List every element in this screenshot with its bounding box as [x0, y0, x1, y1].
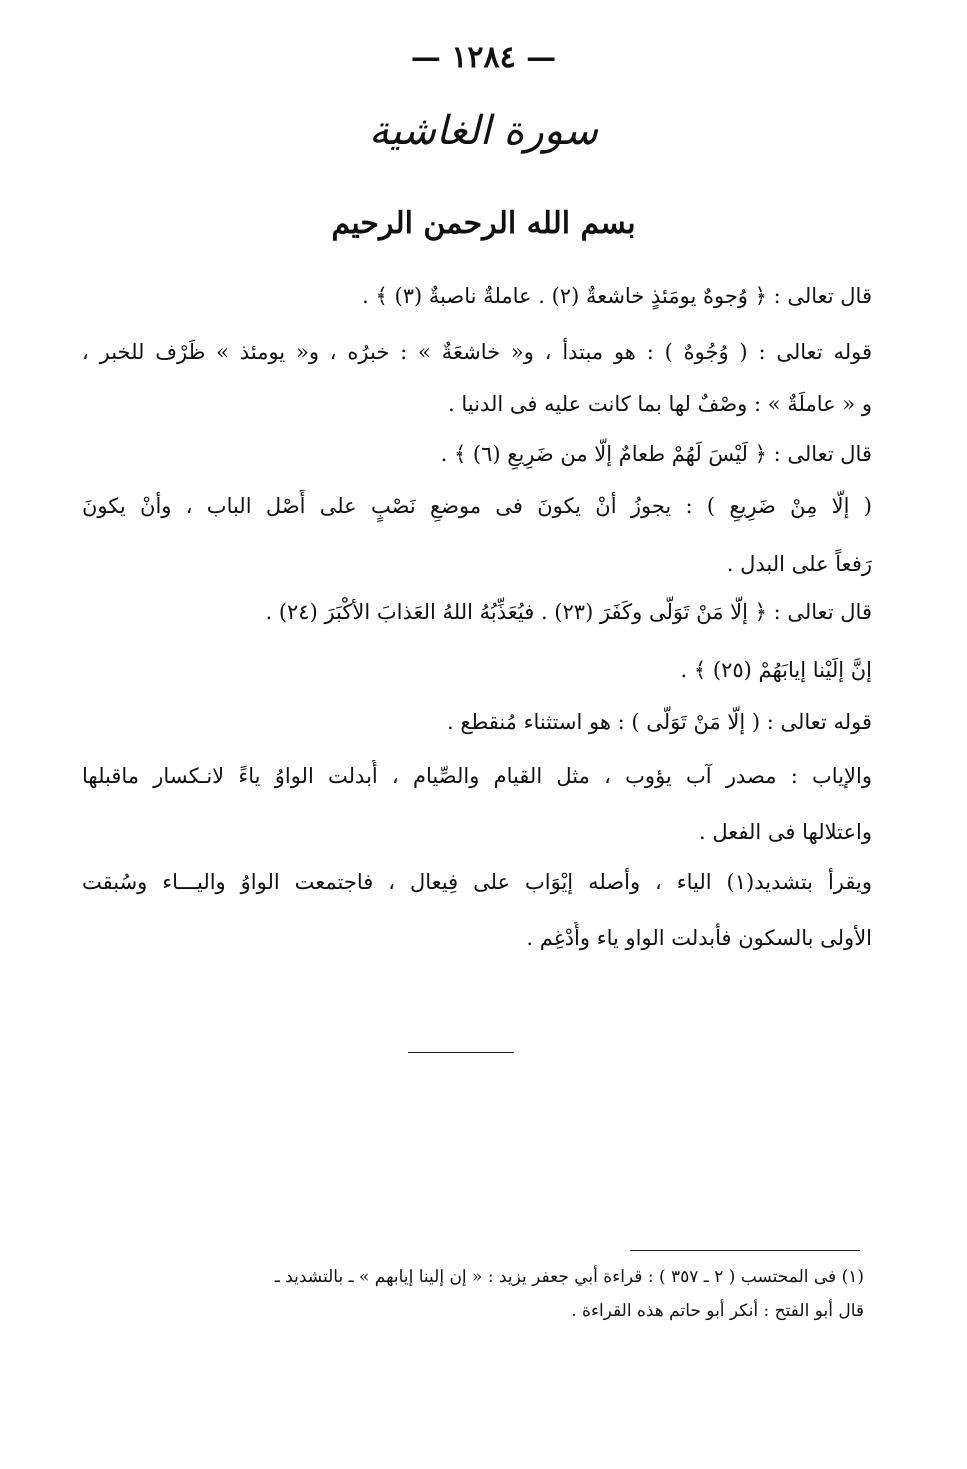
commentary-line: واعتلالها فى الفعل .: [699, 820, 872, 844]
footnote-rule: [630, 1250, 860, 1251]
commentary-line: ( إلّا مِنْ ضَرِيعٍ ) : يجوزُ أنْ يكونَ فى موضعِ نَصْبٍ على أَصْل الباب ، وأنْ يكونَ: [82, 494, 872, 518]
commentary-line: الأولى بالسكون فأُبدلت الواو ياء وأُدْغِم .: [526, 926, 872, 950]
footnote-line: (١) فى المحتسب ( ٢ ـ ٣٥٧ ) : قراءة أبي جعفر يزيد : « إن إلينا إيابهم » ـ بالتشديد ـ: [274, 1267, 864, 1287]
commentary-line: ويقرأ بتشديد(١) الياء ، وأصله إيْوَاب على فِيعال ، فاجتمعت الواوُ واليـــاء وسُبقت: [82, 870, 872, 894]
section-divider: [408, 1052, 514, 1053]
footnote-line: قال أبو الفتح : أنكر أبو حاتم هذه القراءة .: [571, 1301, 864, 1321]
commentary-line: والإياب : مصدر آب يؤوب ، مثل القيام والصِّيام ، أُبدلت الواوُ ياءً لانـكسار ماقبلها: [82, 764, 872, 788]
page-number: — ١٢٨٤ —: [410, 40, 557, 75]
verse-line: إنَّ إلَيْنا إيابَهُمْ (٢٥) ﴾ .: [680, 658, 872, 682]
verse-line: قال تعالى : ﴿ لَيْسَ لَهُمْ طعامٌ إلّا من ضَرِيعٍ (٦) ﴾ .: [440, 442, 872, 466]
verse-line: قال تعالى : ﴿ إلّا مَنْ تَوَلَّى وكَفَرَ (٢٣) . فيُعَذِّبُهُ اللهُ العَذابَ الأكْبَرَ (٢٤) .: [265, 600, 872, 624]
surah-title: سورة الغاشية: [369, 108, 598, 154]
commentary-line: و « عاملَةٌ » : وصْفٌ لها بما كانت عليه فى الدنيا .: [448, 392, 872, 416]
basmala-heading: بسم الله الرحمن الرحيم: [331, 206, 636, 241]
commentary-line: قوله تعالى : ( إلّا مَنْ تَوَلّى ) : هو استثناء مُنقطع .: [446, 710, 872, 734]
verse-line: قال تعالى : ﴿ وُجوهٌ يومَئذٍ خاشعةٌ (٢) . عاملةٌ ناصبةٌ (٣) ﴾ .: [362, 284, 872, 308]
commentary-line: قوله تعالى : ( وُجُوهٌ ) : هو مبتدأ ، و« خاشعَةٌ » : خبرُه ، و« يومئذ » ظَرْف للخبر ،: [82, 340, 872, 364]
commentary-line: رَفعاً على البدل .: [726, 552, 872, 576]
